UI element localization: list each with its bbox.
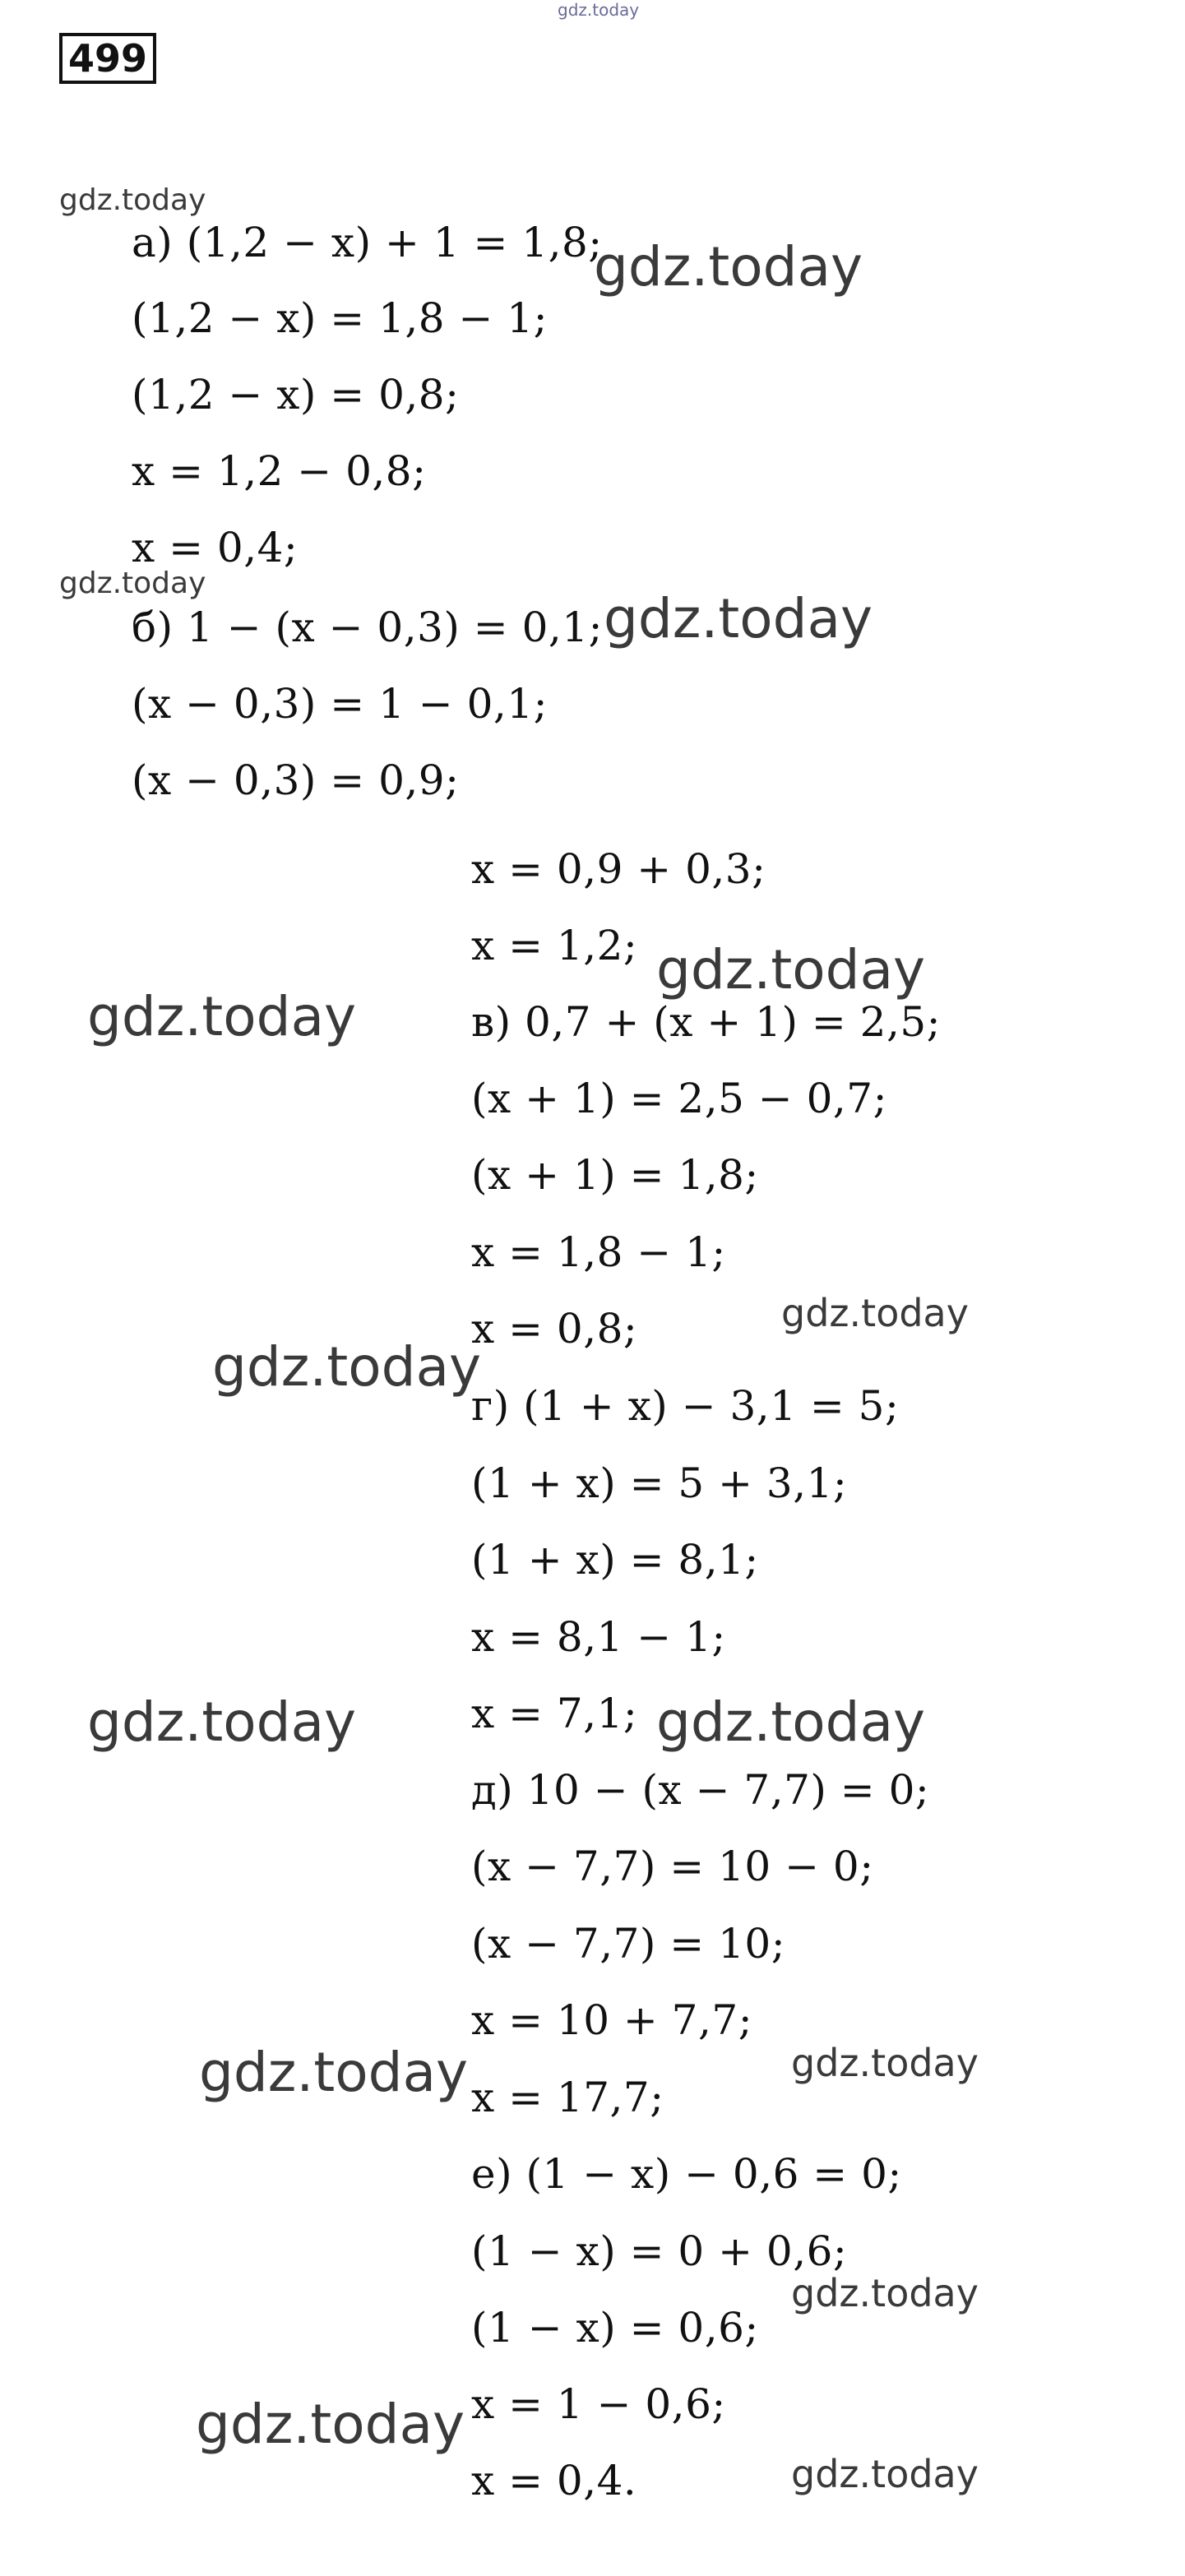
equation-line: в) 0,7 + (x + 1) = 2,5; [471, 998, 941, 1046]
equation-line: x = 7,1; [471, 1690, 638, 1737]
equation-line: (x − 0,3) = 1 − 0,1; [132, 680, 548, 728]
equation-line: x = 0,4. [471, 2457, 637, 2504]
watermark: gdz.today [196, 2393, 465, 2456]
equation-line: д) 10 − (x − 7,7) = 0; [471, 1766, 930, 1814]
equation-line: е) (1 − x) − 0,6 = 0; [471, 2150, 902, 2198]
watermark: gdz.today [87, 985, 357, 1048]
equation-line: б) 1 − (x − 0,3) = 0,1; [132, 604, 603, 651]
watermark: gdz.today [781, 1291, 969, 1335]
equation-line: (1 + x) = 5 + 3,1; [471, 1459, 848, 1507]
watermark: gdz.today [656, 1690, 926, 1754]
equation-line: x = 1,2; [471, 922, 638, 969]
watermark: gdz.today [604, 587, 873, 650]
equation-line: (1,2 − x) = 0,8; [132, 371, 460, 419]
equation-line: (1 − x) = 0 + 0,6; [471, 2227, 848, 2275]
equation-line: (1,2 − x) = 1,8 − 1; [132, 294, 548, 342]
equation-line: (x + 1) = 2,5 − 0,7; [471, 1075, 887, 1122]
equation-line: г) (1 + x) − 3,1 = 5; [471, 1382, 900, 1430]
watermark: gdz.today [87, 1690, 357, 1754]
equation-line: (x − 7,7) = 10; [471, 1920, 786, 1968]
equation-line: x = 1,8 − 1; [471, 1228, 726, 1276]
watermark: gdz.today [656, 938, 926, 1001]
equation-line: x = 0,8; [471, 1305, 638, 1353]
watermark: gdz.today [791, 2271, 979, 2315]
equation-line: x = 1,2 − 0,8; [132, 447, 427, 495]
watermark: gdz.today [59, 567, 206, 600]
watermark: gdz.today [594, 235, 863, 298]
watermark: gdz.today [59, 183, 206, 217]
equation-line: x = 10 + 7,7; [471, 1996, 753, 2044]
equation-line: x = 0,9 + 0,3; [471, 845, 766, 893]
equation-line: (1 + x) = 8,1; [471, 1536, 759, 1584]
equation-line: x = 17,7; [471, 2074, 664, 2121]
equation-line: (1 − x) = 0,6; [471, 2304, 759, 2352]
watermark: gdz.today [558, 0, 640, 20]
watermark: gdz.today [791, 2041, 979, 2085]
equation-line: (x − 7,7) = 10 − 0; [471, 1843, 874, 1890]
problem-number-box: 499 [59, 33, 156, 84]
equation-line: x = 8,1 − 1; [471, 1613, 726, 1661]
watermark: gdz.today [199, 2041, 469, 2104]
equation-line: x = 1 − 0,6; [471, 2380, 726, 2428]
equation-line: а) (1,2 − x) + 1 = 1,8; [132, 219, 603, 266]
equation-line: x = 0,4; [132, 524, 299, 571]
equation-line: (x + 1) = 1,8; [471, 1151, 759, 1199]
watermark: gdz.today [791, 2452, 979, 2496]
watermark: gdz.today [212, 1335, 482, 1399]
equation-line: (x − 0,3) = 0,9; [132, 756, 460, 804]
